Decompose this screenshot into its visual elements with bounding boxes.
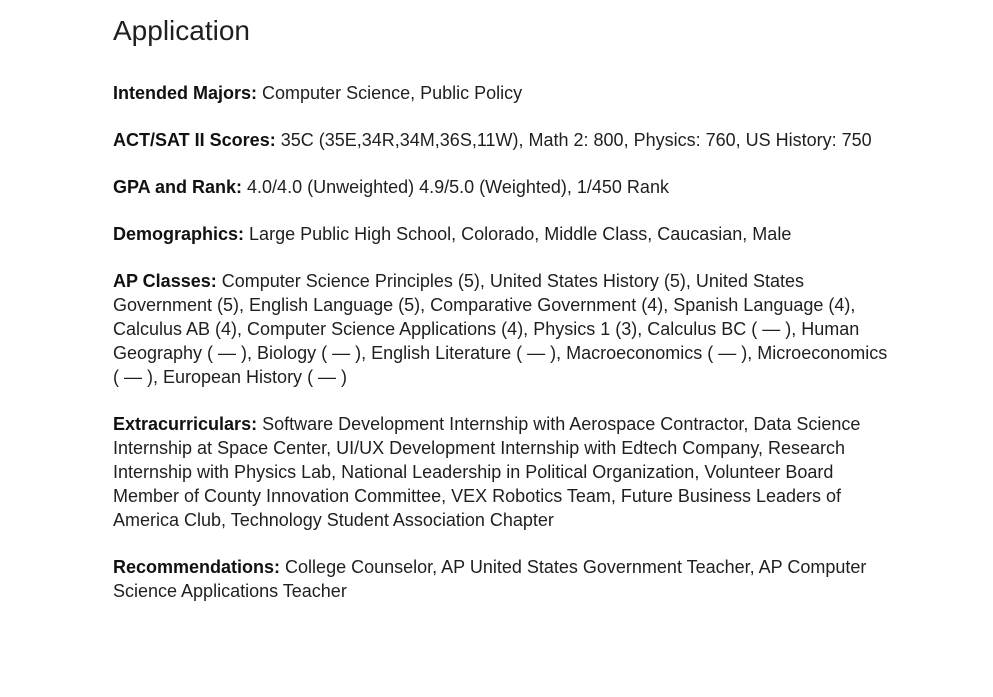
test-scores-field [113, 128, 893, 152]
extracurriculars-value: Software Development Internship with Aerospace Contractor, Data Science Internship at Space Center, UI/UX Development Internship with Edtech Company, Research Internship with Physics Lab, National Leadership in Political Organization, Volunteer Board Member of County Innovation Committee, VEX Robotics Team, Future Business Leaders of America Club, Technology Student Association Chapter [113, 414, 861, 530]
extracurriculars-field [113, 412, 893, 532]
demographics-label: Demographics: [113, 224, 245, 244]
extracurriculars-label: Extracurriculars: [113, 414, 258, 434]
ap-classes-field [113, 269, 893, 389]
intended-majors-value: Computer Science, Public Policy [262, 83, 523, 103]
recommendations-field [113, 555, 893, 603]
gpa-rank-value: 4.0/4.0 (Unweighted) 4.9/5.0 (Weighted), 1/450 Rank [247, 177, 669, 197]
application-content [113, 13, 893, 626]
intended-majors-field [113, 81, 893, 105]
recommendations-label: Recommendations: [113, 557, 281, 577]
gpa-rank-label: GPA and Rank: [113, 177, 243, 197]
ap-classes-label: AP Classes: [113, 271, 217, 291]
test-scores-label: ACT/SAT II Scores: [113, 130, 276, 150]
gpa-rank-field [113, 175, 893, 199]
test-scores-value: 35C (35E,34R,34M,36S,11W), Math 2: 800, Physics: 760, US History: 750 [280, 130, 872, 150]
page-title: Application [113, 15, 250, 46]
demographics-field [113, 222, 893, 246]
demographics-value: Large Public High School, Colorado, Middle Class, Caucasian, Male [249, 224, 792, 244]
intended-majors-label: Intended Majors: [113, 83, 258, 103]
recommendations-value: College Counselor, AP United States Government Teacher, AP Computer Science Applications Teacher [113, 557, 867, 601]
ap-classes-value: Computer Science Principles (5), United States History (5), United States Government (5), English Language (5), Comparative Government (4), Spanish Language (4), Calculus AB (4), Computer Science Applications (4), Physics 1 (3), Calculus BC ( — ), Human Geography ( — ), Biology ( — ), English Literature ( — ), Macroeconomics ( — ), Microeconomics ( — ), European History ( — ) [113, 271, 888, 387]
